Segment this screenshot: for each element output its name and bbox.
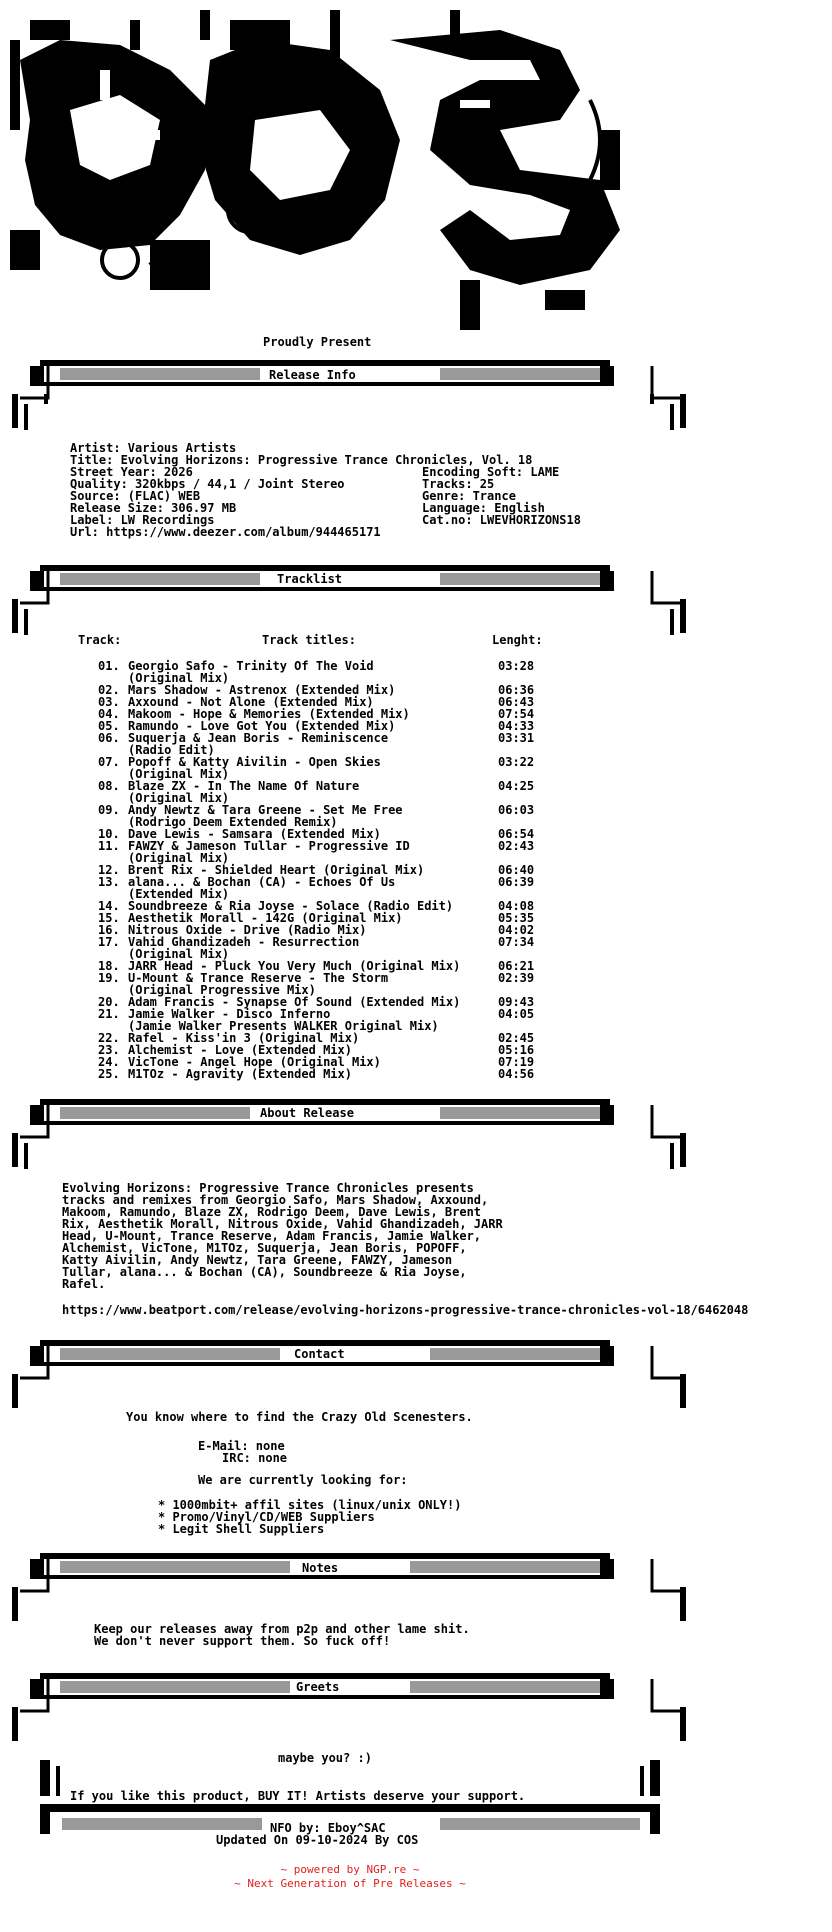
track-length: 05:16	[498, 1043, 535, 1057]
release-info-line: Quality: 320kbps / 44,1 / Joint Stereo	[70, 477, 345, 491]
track-title: Makoom - Hope & Memories (Extended Mix)	[128, 707, 410, 721]
track-length: 07:54	[498, 707, 535, 721]
track-length: 02:39	[498, 971, 535, 985]
tracklist-banner-frame	[0, 563, 700, 643]
footer-nfo-by: NFO by: Eboy^SAC	[270, 1821, 386, 1835]
release-info-line: Title: Evolving Horizons: Progressive Trance Chronicles, Vol. 18	[70, 453, 533, 467]
about-line: Rafel.	[62, 1277, 106, 1291]
track-title: M1TOz - Agravity (Extended Mix)	[128, 1067, 352, 1081]
release-info-line: Encoding Soft: LAME	[422, 465, 560, 479]
section-title-about: About Release	[260, 1106, 354, 1120]
track-number: 23.	[98, 1043, 120, 1057]
section-title-tracklist: Tracklist	[277, 572, 343, 586]
track-number: 13.	[98, 875, 120, 889]
about-line: Makoom, Ramundo, Blaze ZX, Rodrigo Deem, Dave Lewis, Brent	[62, 1205, 482, 1219]
track-title: Nitrous Oxide - Drive (Radio Mix)	[128, 923, 367, 937]
greets-text: maybe you? :)	[278, 1751, 372, 1765]
track-length: 06:43	[498, 695, 535, 709]
about-line: Evolving Horizons: Progressive Trance Chronicles presents	[62, 1181, 474, 1195]
track-title: Axxound - Not Alone (Extended Mix)	[128, 695, 374, 709]
track-number: 20.	[98, 995, 120, 1009]
track-number: 24.	[98, 1055, 120, 1069]
release-info-line: Language: English	[422, 501, 545, 515]
track-number: 15.	[98, 911, 120, 925]
track-number: 18.	[98, 959, 120, 973]
track-number: 21.	[98, 1007, 120, 1021]
track-title: Dave Lewis - Samsara (Extended Mix)	[128, 827, 381, 841]
release-info-line: Label: LW Recordings	[70, 513, 215, 527]
section-title-greets: Greets	[296, 1680, 340, 1694]
release-info-line: Genre: Trance	[422, 489, 516, 503]
track-title: Rafel - Kiss'in 3 (Original Mix)	[128, 1031, 360, 1045]
contact-looking-item: * 1000mbit+ affil sites (linux/unix ONLY!)	[158, 1498, 462, 1512]
greets-banner-frame	[0, 1671, 700, 1751]
about-line: Head, U-Mount, Trance Reserve, Adam Francis, Jamie Walker,	[62, 1229, 482, 1243]
notes-line-2: We don't never support them. So fuck off!	[94, 1634, 391, 1648]
track-title: Vahid Ghandizadeh - Resurrection	[128, 935, 360, 949]
track-number: 01.	[98, 659, 120, 673]
track-number: 08.	[98, 779, 120, 793]
column-header-track: Track:	[78, 633, 122, 647]
track-number: 25.	[98, 1067, 120, 1081]
track-length: 02:43	[498, 839, 535, 853]
track-title: (Extended Mix)	[128, 887, 230, 901]
footer-updated: Updated On 09-10-2024 By COS	[216, 1833, 419, 1847]
about-line: Alchemist, VicTone, M1TOz, Suquerja, Jean Boris, POPOFF,	[62, 1241, 467, 1255]
about-url-link[interactable]: https://www.beatport.com/release/evolving-horizons-progressive-trance-chronicles-vol-18/6462048	[62, 1303, 749, 1317]
track-number: 10.	[98, 827, 120, 841]
release-info-line: Artist: Various Artists	[70, 441, 237, 455]
release-info-line: Release Size: 306.97 MB	[70, 501, 237, 515]
track-length: 04:05	[498, 1007, 535, 1021]
track-title: JARR Head - Pluck You Very Much (Original Mix)	[128, 959, 461, 973]
track-title: Brent Rix - Shielded Heart (Original Mix)	[128, 863, 425, 877]
track-title: Georgio Safo - Trinity Of The Void	[128, 659, 374, 673]
section-title-notes: Notes	[302, 1561, 339, 1575]
track-number: 16.	[98, 923, 120, 937]
contact-email: E-Mail: none	[198, 1439, 285, 1453]
release-info-line: Url: https://www.deezer.com/album/944465171	[70, 525, 381, 539]
track-length: 05:35	[498, 911, 535, 925]
track-number: 14.	[98, 899, 120, 913]
track-title: Aesthetik Morall - 142G (Original Mix)	[128, 911, 403, 925]
contact-irc: IRC: none	[222, 1451, 288, 1465]
track-number: 05.	[98, 719, 120, 733]
track-length: 03:31	[498, 731, 535, 745]
track-length: 06:36	[498, 683, 535, 697]
track-number: 11.	[98, 839, 120, 853]
track-title: (Original Mix)	[128, 671, 230, 685]
track-length: 06:40	[498, 863, 535, 877]
footer-support-message: If you like this product, BUY IT! Artists deserve your support.	[70, 1789, 526, 1803]
track-title: Ramundo - Love Got You (Extended Mix)	[128, 719, 396, 733]
tagline: Proudly Present	[263, 335, 372, 349]
track-title: (Rodrigo Deem Extended Remix)	[128, 815, 338, 829]
track-title: VicTone - Angel Hope (Original Mix)	[128, 1055, 381, 1069]
track-number: 03.	[98, 695, 120, 709]
track-title: (Radio Edit)	[128, 743, 215, 757]
notes-line-1: Keep our releases away from p2p and other lame shit.	[94, 1622, 470, 1636]
track-number: 04.	[98, 707, 120, 721]
track-number: 07.	[98, 755, 120, 769]
track-number: 02.	[98, 683, 120, 697]
release-info-line: Cat.no: LWEVHORIZONS18	[422, 513, 581, 527]
track-number: 22.	[98, 1031, 120, 1045]
track-title: Jamie Walker - Disco Inferno	[128, 1007, 331, 1021]
column-header-titles: Track titles:	[262, 633, 356, 647]
track-length: 04:33	[498, 719, 535, 733]
track-number: 12.	[98, 863, 120, 877]
track-length: 04:56	[498, 1067, 535, 1081]
track-length: 06:03	[498, 803, 535, 817]
column-header-length: Lenght:	[492, 633, 543, 647]
track-length: 02:45	[498, 1031, 535, 1045]
contact-looking-item: * Promo/Vinyl/CD/WEB Suppliers	[158, 1510, 375, 1524]
about-line: tracks and remixes from Georgio Safo, Mars Shadow, Axxound,	[62, 1193, 489, 1207]
track-title: (Original Mix)	[128, 947, 230, 961]
track-number: 06.	[98, 731, 120, 745]
track-number: 09.	[98, 803, 120, 817]
track-length: 04:08	[498, 899, 535, 913]
track-row	[78, 1068, 598, 1080]
track-title: alana... & Bochan (CA) - Echoes Of Us	[128, 875, 396, 889]
track-title: (Original Mix)	[128, 767, 230, 781]
section-title-contact: Contact	[294, 1347, 345, 1361]
track-length: 03:22	[498, 755, 535, 769]
track-title: (Original Mix)	[128, 791, 230, 805]
contact-banner-frame	[0, 1338, 700, 1418]
track-title: FAWZY & Jameson Tullar - Progressive ID	[128, 839, 410, 853]
track-title: Soundbreeze & Ria Joyse - Solace (Radio Edit)	[128, 899, 454, 913]
section-title-release-info: Release Info	[269, 368, 356, 382]
track-length: 07:34	[498, 935, 535, 949]
contact-intro: You know where to find the Crazy Old Scenesters.	[126, 1410, 473, 1424]
footer-powered-by: ~ powered by NGP.re ~	[280, 1863, 420, 1876]
track-number: 19.	[98, 971, 120, 985]
track-length: 04:02	[498, 923, 535, 937]
track-length: 06:39	[498, 875, 535, 889]
track-title: (Original Progressive Mix)	[128, 983, 316, 997]
track-length: 06:54	[498, 827, 535, 841]
track-title: (Original Mix)	[128, 851, 230, 865]
track-title: Alchemist - Love (Extended Mix)	[128, 1043, 352, 1057]
track-title: (Jamie Walker Presents WALKER Original Mix)	[128, 1019, 439, 1033]
track-title: Andy Newtz & Tara Greene - Set Me Free	[128, 803, 403, 817]
contact-looking-item: * Legit Shell Suppliers	[158, 1522, 325, 1536]
about-line: Tullar, alana... & Bochan (CA), Soundbreeze & Ria Joyse,	[62, 1265, 467, 1279]
footer-ngp-tagline: ~ Next Generation of Pre Releases ~	[234, 1877, 466, 1890]
about-line: Rix, Aesthetik Morall, Nitrous Oxide, Vahid Ghandizadeh, JARR	[62, 1217, 503, 1231]
release-info-line: Source: (FLAC) WEB	[70, 489, 201, 503]
track-length: 07:19	[498, 1055, 535, 1069]
group-logo-ascii-art	[0, 0, 640, 330]
track-title: U-Mount & Trance Reserve - The Storm	[128, 971, 389, 985]
track-title: Blaze ZX - In The Name Of Nature	[128, 779, 360, 793]
release-info-line: Tracks: 25	[422, 477, 495, 491]
track-length: 09:43	[498, 995, 535, 1009]
track-title: Suquerja & Jean Boris - Reminiscence	[128, 731, 389, 745]
track-list	[78, 660, 598, 1080]
track-title: Popoff & Katty Aivilin - Open Skies	[128, 755, 381, 769]
track-length: 04:25	[498, 779, 535, 793]
track-number: 17.	[98, 935, 120, 949]
contact-looking: We are currently looking for:	[198, 1473, 408, 1487]
track-title: Adam Francis - Synapse Of Sound (Extended Mix)	[128, 995, 461, 1009]
release-info-line: Street Year: 2026	[70, 465, 193, 479]
about-line: Katty Aivilin, Andy Newtz, Tara Greene, FAWZY, Jameson	[62, 1253, 453, 1267]
track-title: Mars Shadow - Astrenox (Extended Mix)	[128, 683, 396, 697]
notes-banner-frame	[0, 1551, 700, 1631]
track-length: 06:21	[498, 959, 535, 973]
track-length: 03:28	[498, 659, 535, 673]
